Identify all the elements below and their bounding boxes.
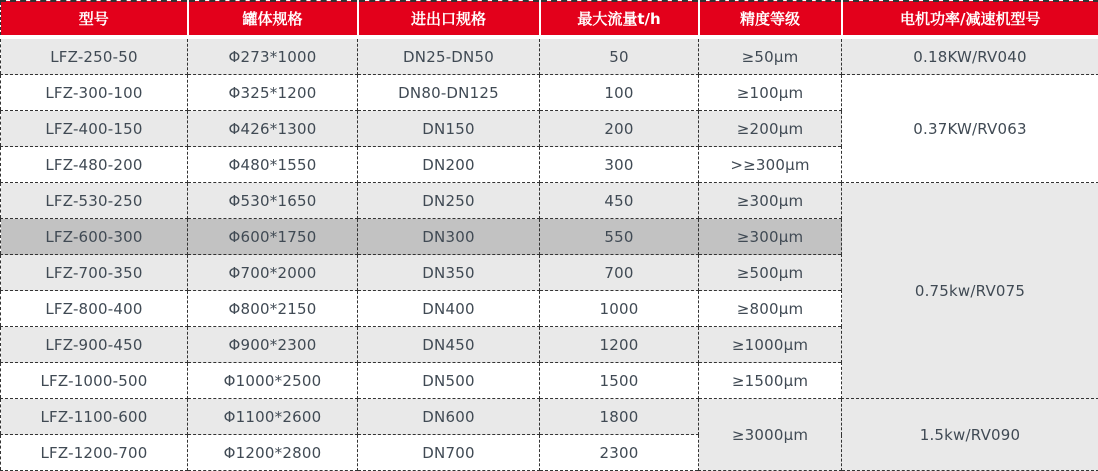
header-row [1, 1, 1098, 37]
cell-tank: Φ325*1200 [188, 75, 358, 111]
cell-ports: DN600 [358, 399, 540, 435]
cell-flow: 200 [540, 111, 699, 147]
cell-ports: DN200 [358, 147, 540, 183]
cell-precision: ≥500μm [699, 255, 842, 291]
cell-ports: DN350 [358, 255, 540, 291]
cell-flow: 2300 [540, 435, 699, 471]
table-row [1, 183, 1098, 219]
cell-tank: Φ1000*2500 [188, 363, 358, 399]
cell-ports: DN25-DN50 [358, 37, 540, 75]
col-header-model: 型号 [1, 1, 188, 37]
col-header-ports: 进出口规格 [358, 1, 540, 37]
cell-flow: 450 [540, 183, 699, 219]
cell-motor: 0.18KW/RV040 [842, 37, 1098, 75]
col-header-motor: 电机功率/减速机型号 [842, 1, 1098, 37]
cell-ports: DN80-DN125 [358, 75, 540, 111]
cell-tank: Φ800*2150 [188, 291, 358, 327]
cell-model: LFZ-250-50 [1, 37, 188, 75]
cell-precision: ≥50μm [699, 37, 842, 75]
cell-tank: Φ700*2000 [188, 255, 358, 291]
table-row [1, 399, 1098, 435]
cell-flow: 1800 [540, 399, 699, 435]
cell-flow: 1500 [540, 363, 699, 399]
cell-ports: DN150 [358, 111, 540, 147]
cell-precision: ≥800μm [699, 291, 842, 327]
cell-flow: 100 [540, 75, 699, 111]
col-header-flow: 最大流量t/h [540, 1, 699, 37]
cell-precision: >≥300μm [699, 147, 842, 183]
cell-precision: ≥1000μm [699, 327, 842, 363]
cell-precision: ≥200μm [699, 111, 842, 147]
cell-ports: DN500 [358, 363, 540, 399]
cell-tank: Φ600*1750 [188, 219, 358, 255]
cell-precision: ≥300μm [699, 183, 842, 219]
cell-model: LFZ-1100-600 [1, 399, 188, 435]
cell-motor-merged: 0.75kw/RV075 [842, 183, 1098, 399]
cell-flow: 1200 [540, 327, 699, 363]
table-row [1, 75, 1098, 111]
cell-tank: Φ273*1000 [188, 37, 358, 75]
cell-precision: ≥100μm [699, 75, 842, 111]
cell-model: LFZ-1000-500 [1, 363, 188, 399]
cell-precision: ≥1500μm [699, 363, 842, 399]
cell-motor-merged: 1.5kw/RV090 [842, 399, 1098, 471]
table-row [1, 37, 1098, 75]
cell-ports: DN450 [358, 327, 540, 363]
cell-flow: 1000 [540, 291, 699, 327]
cell-model: LFZ-900-450 [1, 327, 188, 363]
cell-ports: DN250 [358, 183, 540, 219]
cell-precision-merged: ≥3000μm [699, 399, 842, 471]
cell-tank: Φ480*1550 [188, 147, 358, 183]
cell-ports: DN700 [358, 435, 540, 471]
cell-tank: Φ1200*2800 [188, 435, 358, 471]
cell-motor-merged: 0.37KW/RV063 [842, 75, 1098, 183]
cell-flow: 50 [540, 37, 699, 75]
cell-flow: 700 [540, 255, 699, 291]
cell-model: LFZ-530-250 [1, 183, 188, 219]
cell-tank: Φ530*1650 [188, 183, 358, 219]
cell-flow: 550 [540, 219, 699, 255]
cell-tank: Φ426*1300 [188, 111, 358, 147]
cell-ports: DN400 [358, 291, 540, 327]
cell-tank: Φ1100*2600 [188, 399, 358, 435]
cell-model: LFZ-1200-700 [1, 435, 188, 471]
cell-model: LFZ-300-100 [1, 75, 188, 111]
cell-flow: 300 [540, 147, 699, 183]
cell-ports: DN300 [358, 219, 540, 255]
col-header-precision: 精度等级 [699, 1, 842, 37]
col-header-tank: 罐体规格 [188, 1, 358, 37]
cell-model: LFZ-400-150 [1, 111, 188, 147]
cell-model: LFZ-800-400 [1, 291, 188, 327]
cell-precision: ≥300μm [699, 219, 842, 255]
cell-model: LFZ-480-200 [1, 147, 188, 183]
cell-model: LFZ-700-350 [1, 255, 188, 291]
cell-model: LFZ-600-300 [1, 219, 188, 255]
cell-tank: Φ900*2300 [188, 327, 358, 363]
